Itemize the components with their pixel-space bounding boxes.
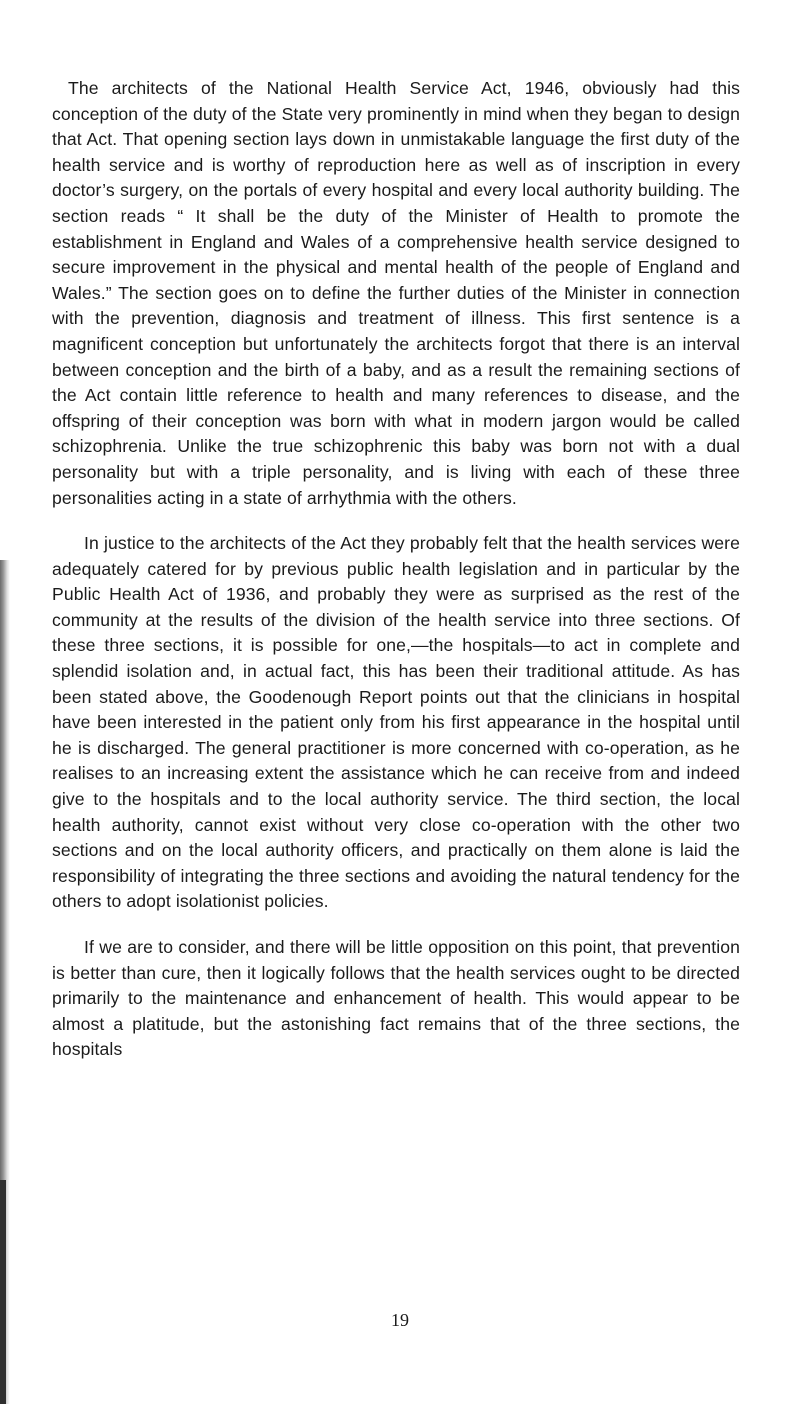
page-number: 19 (391, 1310, 409, 1330)
paragraph-1: The architects of the National Health Service Act, 1946, obviously had this conception of the duty of the State very prominently in mind when they began to design that Act. That opening section lays down in unmistakable language the first duty of the health service and is worthy of reproduction here as well as of inscription in every doctor’s surgery, on the portals of every hospital and every local authority building. The section reads “ It shall be the duty of the Minister of Health to promote the establishment in England and Wales of a comprehensive health service designed to secure improvement in the physical and mental health of the people of England and Wales.” The section goes on to define the further duties of the Minister in connection with the prevention, diagnosis and treatment of illness. This first sentence is a magnificent conception but unfortunately the architects forgot that there is an interval between conception and the birth of a baby, and as a result the remaining sections of the Act contain little reference to health and many references to disease, and the offspring of their conception was born with what in modern jargon would be called schizophrenia. Unlike the true schizophrenic this baby was born not with a dual personality but with a triple personality, and is living with each of these three personalities acting in a state of arrhythmia with the others. (52, 78, 740, 508)
page-binding-edge (0, 1180, 6, 1404)
document-page (52, 76, 740, 1083)
paragraph-3: If we are to consider, and there will be little opposition on this point, that prevention is better than cure, then it logically follows that the health services ought to be directed primarily to the maintenance and enhancement of health. This would appear to be almost a platitude, but the astonishing fact remains that of the three sections, the hospitals (52, 937, 740, 1060)
paragraph-2: In justice to the architects of the Act they probably felt that the health services were adequately catered for by previous public health legislation and in particular by the Public Health Act of 1936, and probably they were as surprised as the rest of the community at the results of the division of the health service into three sections. Of these three sections, it is possible for one,—the hospitals—to act in complete and splendid isolation and, in actual fact, this has been their traditional attitude. As has been stated above, the Goodenough Report points out that the clinicians in hospital have been interested in the patient only from his first appearance in the hospital until he is discharged. The general practitioner is more concerned with co-operation, as he realises to an increasing extent the assistance which he can receive from and indeed give to the hospitals and to the local authority service. The third section, the local health authority, cannot exist without very close co-operation with the other two sections and on the local authority officers, and practically on them alone is laid the responsibility of integrating the three sections and avoiding the natural tendency for the others to adopt isolationist policies. (52, 533, 740, 912)
